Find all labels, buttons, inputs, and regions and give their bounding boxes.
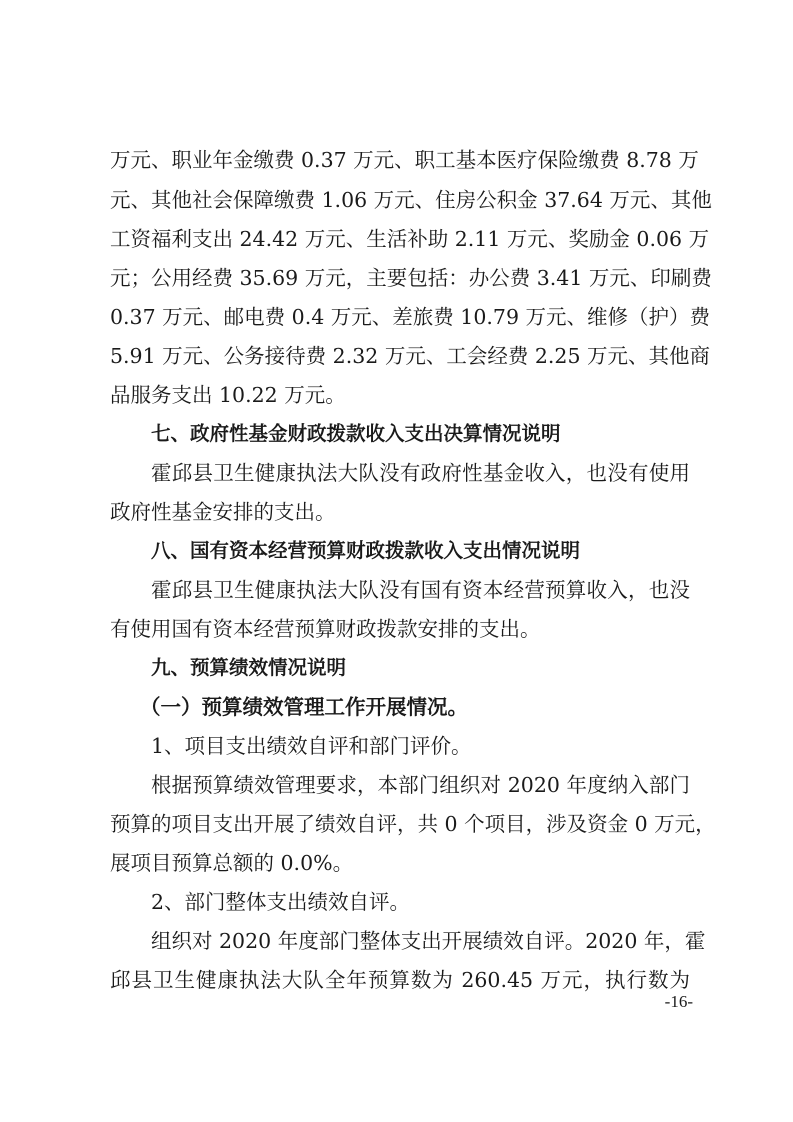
body-line: 霍邱县卫生健康执法大队没有政府性基金收入，也没有使用 <box>151 461 690 485</box>
body-line: 政府性基金安排的支出。 <box>110 500 336 524</box>
section-heading: 八、国有资本经营预算财政拨款收入支出情况说明 <box>151 539 581 562</box>
body-line: 组织对 2020 年度部门整体支出开展绩效自评。2020 年，霍 <box>151 929 706 953</box>
body-line: 邱县卫生健康执法大队全年预算数为 260.45 万元，执行数为 <box>110 968 690 992</box>
body-line: 5.91 万元、公务接待费 2.32 万元、工会经费 2.25 万元、其他商 <box>110 344 711 368</box>
body-line: 0.37 万元、邮电费 0.4 万元、差旅费 10.79 万元、维修（护）费 <box>110 305 711 329</box>
body-line: 品服务支出 10.22 万元。 <box>110 383 346 407</box>
body-line: 元；公用经费 35.69 万元，主要包括：办公费 3.41 万元、印刷费 <box>110 266 712 290</box>
subsection-heading: （一）预算绩效管理工作开展情况。 <box>140 695 468 719</box>
item-heading: 2、部门整体支出绩效自评。 <box>151 890 411 914</box>
body-line: 展项目预算总额的 0.0%。 <box>110 851 354 875</box>
section-heading: 七、政府性基金财政拨款收入支出决算情况说明 <box>151 422 561 445</box>
body-line: 根据预算绩效管理要求，本部门组织对 2020 年度纳入部门 <box>151 773 690 797</box>
item-heading: 1、项目支出绩效自评和部门评价。 <box>151 734 472 758</box>
body-line: 工资福利支出 24.42 万元、生活补助 2.11 万元、奖励金 0.06 万 <box>110 227 710 251</box>
body-line: 元、其他社会保障缴费 1.06 万元、住房公积金 37.64 万元、其他 <box>110 188 712 212</box>
body-line: 有使用国有资本经营预算财政拨款安排的支出。 <box>110 617 541 641</box>
body-line: 万元、职业年金缴费 0.37 万元、职工基本医疗保险缴费 8.78 万 <box>110 148 699 172</box>
section-heading: 九、预算绩效情况说明 <box>151 656 347 679</box>
page-number: -16- <box>664 992 693 1011</box>
body-line: 预算的项目支出开展了绩效自评，共 0 个项目，涉及资金 0 万元， <box>110 812 716 836</box>
body-line: 霍邱县卫生健康执法大队没有国有资本经营预算收入，也没 <box>151 578 690 602</box>
